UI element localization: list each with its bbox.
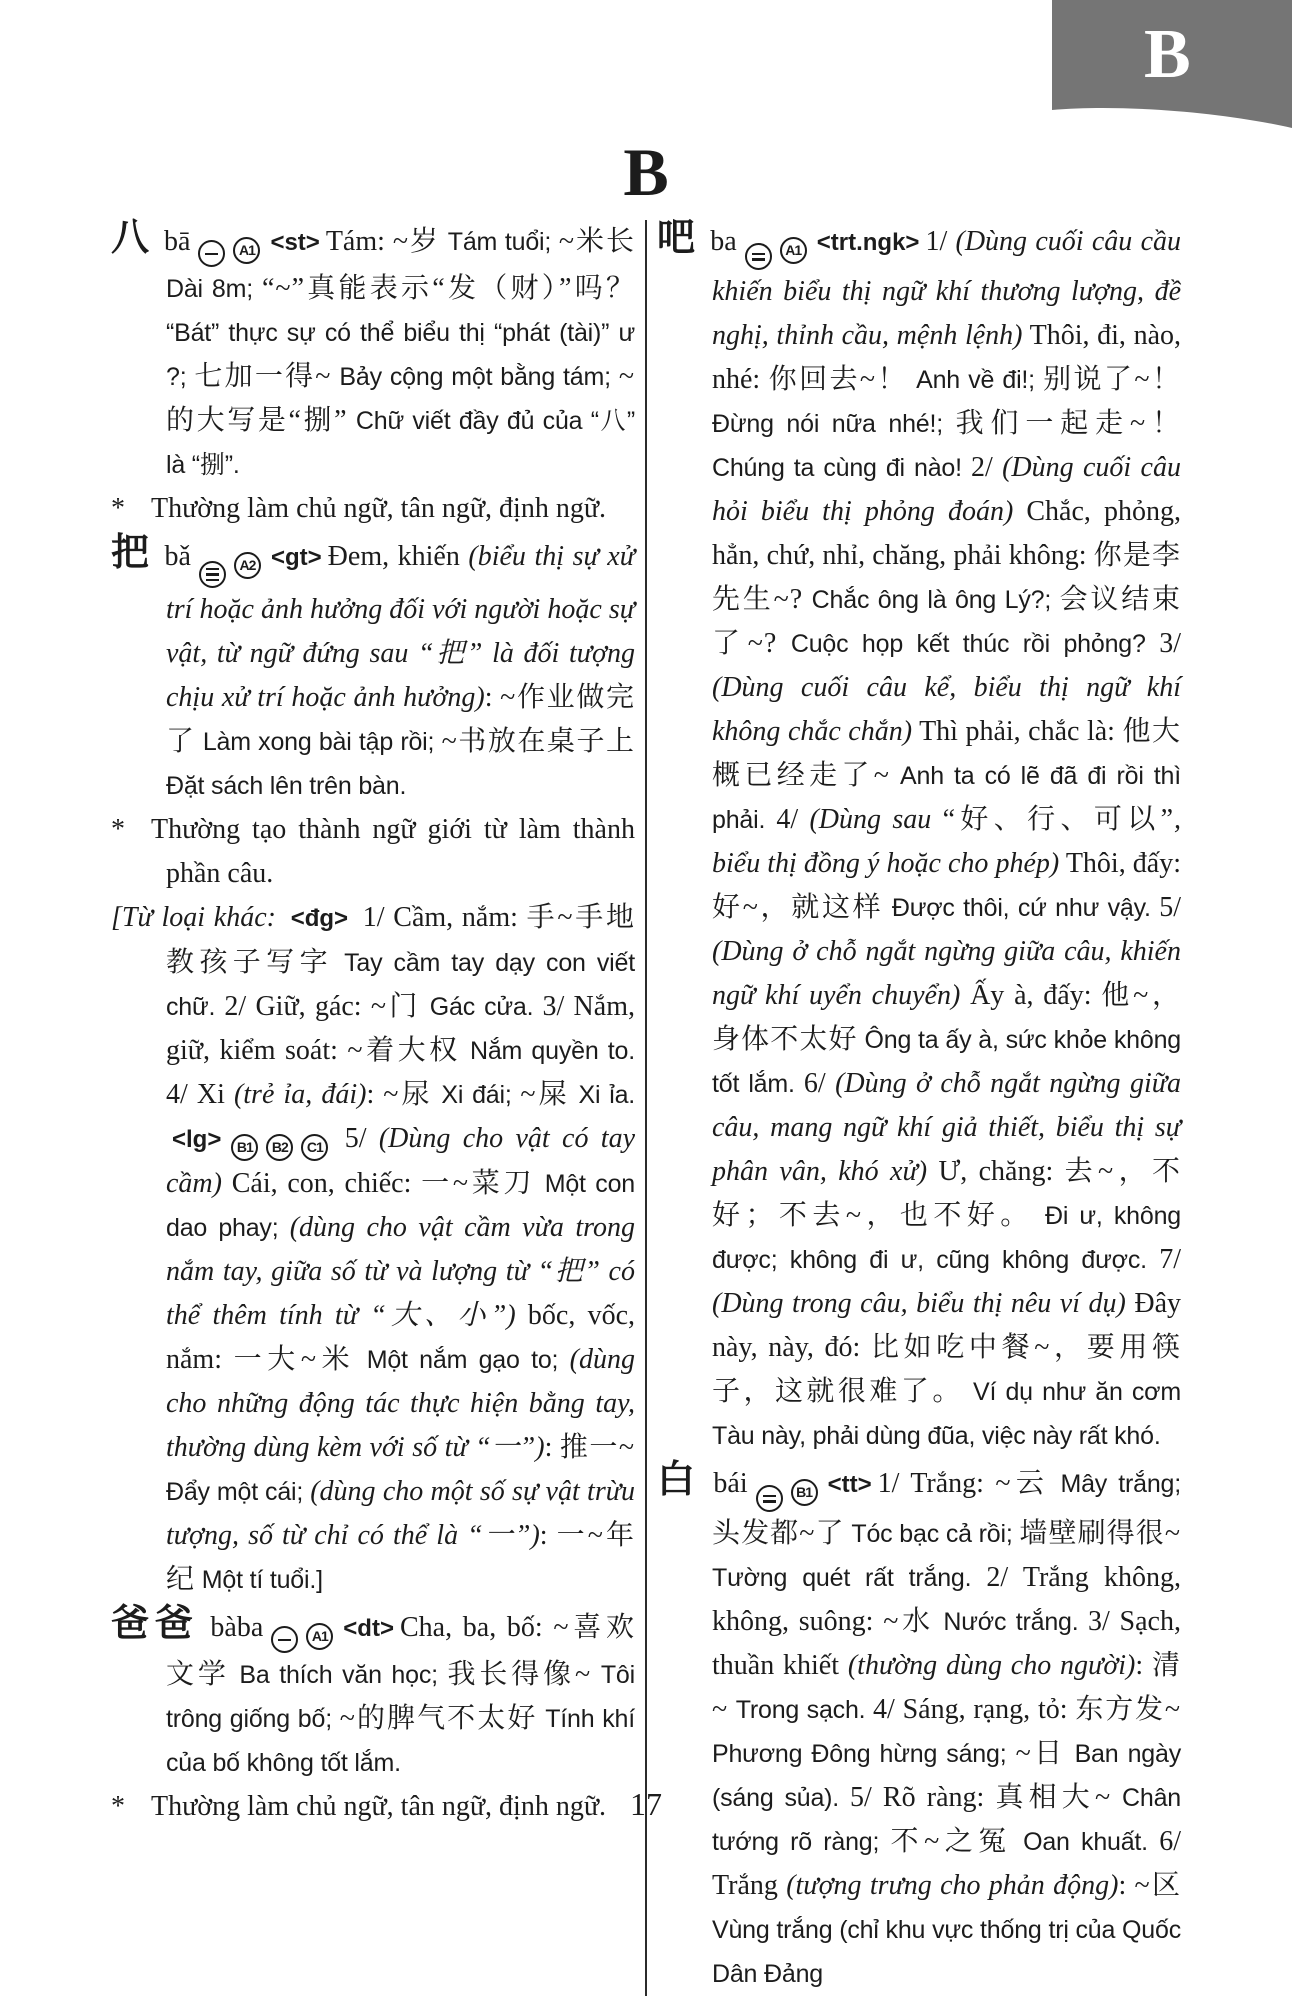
vietnamese-translation: Tường quét rất trắng. <box>712 1564 987 1592</box>
definition-text: 2/ Trắng không, không, suông: <box>712 1562 1181 1637</box>
circled-number-badge <box>199 561 226 588</box>
grammar-note: , biểu thị đồng ý hoặc cho phép) <box>712 804 1182 879</box>
chinese-example: ~水 <box>883 1606 934 1637</box>
pinyin: bái <box>713 1468 748 1499</box>
chinese-example: 别说了~！ <box>1043 364 1181 395</box>
vietnamese-translation: Một nắm gạo to; <box>355 1346 570 1374</box>
definition-text: : <box>544 1432 560 1463</box>
chinese-example: 他~，身体不太好 <box>712 980 1181 1055</box>
grammar-note: (Dùng cuối câu cầu khiến biểu thị ngữ khí thương lượng, đề nghị, thỉnh cầu, mệnh lệnh) <box>712 226 1181 351</box>
level-badge: B1 <box>231 1134 258 1161</box>
definition-text: Thường làm chủ ngữ, tân ngữ, định ngữ. <box>151 1791 607 1823</box>
chinese-example: ~尿 <box>383 1079 433 1110</box>
level-badge: A1 <box>306 1623 333 1650</box>
chinese-example: ~的大写是“捌” <box>166 361 635 437</box>
vietnamese-translation: Đừng nói nữa nhé!; <box>712 410 956 438</box>
chinese-example: 你是李先生~? <box>712 540 1181 615</box>
definition-text: Đem, khiến <box>327 541 469 573</box>
corner-tab-letter: B <box>1144 16 1191 93</box>
vietnamese-translation: Ông ta ấy à, sức khỏe không tốt lắm. <box>712 1026 1181 1098</box>
vietnamese-translation: Nắm quyền to. <box>460 1037 636 1065</box>
chinese-example: 一~菜刀 <box>421 1168 536 1199</box>
definition-text: Chắc, phỏng, hẳn, chứ, nhỉ, chăng, phải không: <box>712 496 1181 571</box>
vietnamese-translation: Nước trắng. <box>933 1608 1089 1636</box>
pinyin: bā <box>164 226 191 257</box>
vietnamese-translation: Vùng trắng (chỉ khu vực thống trị của Quốc Dân Đảng <box>712 1916 1181 1988</box>
definition-text: 5/ Rõ ràng: <box>849 1782 996 1813</box>
grammar-note: (Dùng trong câu, biểu thị nêu ví dụ) <box>712 1288 1126 1319</box>
circled-number-badge <box>745 243 772 270</box>
chinese-example: 好~，就这样 <box>712 892 884 923</box>
definition-text: 1/ <box>925 226 956 257</box>
chinese-example: “~”真能表示“发（财）”吗？ <box>262 273 635 305</box>
definition-text: 3/ Nắm, giữ, kiểm soát: <box>166 991 635 1066</box>
chinese-example: “好、行、可以” <box>942 804 1175 835</box>
level-badge: A2 <box>234 552 261 579</box>
pos-tag: <gt> <box>270 544 322 572</box>
pos-tag: <đg> <box>290 905 349 932</box>
vietnamese-translation: Một con dao phay; <box>166 1170 635 1242</box>
definition-text: 6/ Trắng <box>712 1826 1181 1901</box>
pinyin: bàba <box>210 1612 264 1643</box>
vietnamese-translation: Ví dụ như ăn cơm Tàu này, phải dùng đũa, việc này rất khó. <box>712 1378 1181 1450</box>
chinese-example: 你回去~！ <box>768 364 908 395</box>
definition-text: 1/ Cầm, nắm: <box>354 902 527 933</box>
grammar-note: [Từ loại khác: <box>111 902 285 933</box>
vietnamese-translation: Chân tướng rõ ràng; <box>712 1784 1181 1856</box>
chinese-example: 不~之冤 <box>890 1826 1012 1857</box>
pos-tag: <trt.ngk> <box>816 229 920 256</box>
column-divider <box>645 220 647 1996</box>
definition-text: 4/ Sáng, rạng, tỏ: <box>873 1694 1076 1725</box>
chinese-example: ~云 <box>995 1468 1050 1499</box>
grammar-note: (Dùng ở chỗ ngắt ngừng giữa câu, mang ngữ khí giả thiết, biểu thị sự phân vân, khó xử) <box>712 1068 1181 1187</box>
section-letter-heading: B <box>623 134 669 210</box>
vietnamese-translation: Cuộc họp kết thúc rồi phỏng? <box>777 630 1160 658</box>
circled-number-badge <box>198 240 225 267</box>
headword-hanzi: 吧 <box>657 217 699 259</box>
left-column <box>111 216 635 1996</box>
chinese-example: 我们一起走~！ <box>955 408 1181 439</box>
vietnamese-translation: Dài 8m; <box>166 275 262 304</box>
grammar-note: (biểu thị sự xử trí hoặc ảnh hưởng đối với người hoặc sự vật, từ ngữ đứng sau “把” là đối tượng chịu xử trí hoặc ảnh hưởng) <box>166 541 635 713</box>
pinyin: ba <box>710 226 737 257</box>
vietnamese-translation: Mây trắng; <box>1049 1470 1181 1498</box>
chinese-example: 他大概已经走了~ <box>712 716 1181 791</box>
definition-text: Thường tạo thành ngữ giới từ làm thành phần câu. <box>151 814 635 889</box>
vietnamese-translation: “Bát” thực sự có thể biểu thị “phát (tài)” ư ?; <box>166 319 635 392</box>
vietnamese-translation: Trong sạch. <box>728 1696 873 1724</box>
vietnamese-translation: Anh về đi!; <box>907 366 1044 394</box>
right-column <box>657 216 1181 1996</box>
grammar-note: (dùng cho vật cầm vừa trong nắm tay, giữa số từ và lượng từ “把” có thể thêm tính từ “大、小”) <box>166 1212 635 1331</box>
chinese-example: 东方发~ <box>1075 1694 1182 1725</box>
pos-tag: <lg> <box>172 1126 222 1153</box>
definition-text: 5/ <box>1159 892 1181 923</box>
vietnamese-translation: Đẩy một cái; <box>166 1478 311 1506</box>
vietnamese-translation: Ba thích văn học; <box>229 1661 448 1690</box>
definition-text: 1/ Trắng: <box>877 1468 996 1499</box>
chinese-example: ~的脾气不太好 <box>339 1703 538 1735</box>
note-asterisk: * <box>111 814 125 845</box>
grammar-note: (dùng cho một số sự vật trừu tượng, số từ chỉ có thể là “一”) <box>166 1476 635 1551</box>
chinese-example: 推一~ <box>559 1432 636 1463</box>
chinese-example: 真相大~ <box>995 1782 1112 1813</box>
pos-tag: <tt> <box>827 1471 872 1498</box>
chinese-example: ~喜欢文学 <box>166 1612 635 1691</box>
subentry <box>111 896 635 1602</box>
definition-text: Cha, ba, bố: <box>399 1612 554 1643</box>
chinese-example: 会议结束了~? <box>712 584 1181 659</box>
definition-text: 2/ Giữ, gác: <box>224 991 371 1022</box>
level-badge: B1 <box>791 1479 818 1506</box>
chinese-example: ~日 <box>1015 1738 1066 1769</box>
chinese-example: ~门 <box>370 991 421 1022</box>
usage-note <box>111 808 635 896</box>
definition-text: 7/ <box>1159 1244 1181 1275</box>
chinese-example: ~着大权 <box>347 1035 461 1066</box>
chinese-example: ~区 <box>1134 1870 1181 1901</box>
vietnamese-translation: Tôi trông giống bố; <box>166 1661 635 1734</box>
definition-text: 3/ Sạch, thuần khiết <box>712 1606 1181 1681</box>
chinese-example: 七加一得~ <box>194 361 332 393</box>
vietnamese-translation: Xi đái; <box>432 1081 521 1109</box>
chinese-example: 我长得像~ <box>447 1659 592 1691</box>
definition-text: Ấy à, đấy: <box>960 980 1102 1011</box>
chinese-example: ~米长 <box>558 226 635 257</box>
definition-text: 2/ <box>970 452 1003 483</box>
circled-number-badge <box>271 1626 298 1653</box>
definition-text: 6/ <box>803 1068 836 1099</box>
definition-text: : <box>539 1520 557 1551</box>
note-asterisk: * <box>111 1791 125 1823</box>
chinese-example: 一大~米 <box>233 1344 356 1375</box>
definition-text: Thường làm chủ ngữ, tân ngữ, định ngữ. <box>151 493 607 525</box>
chinese-example: ~作业做完了 <box>166 682 635 757</box>
definition-text: Thôi, đấy: <box>1059 848 1181 879</box>
chinese-example: ~岁 <box>392 226 441 257</box>
dictionary-entry <box>111 1602 635 1785</box>
vietnamese-translation: Gác cửa. <box>420 993 543 1021</box>
chinese-example: ~书放在桌子上 <box>441 726 635 757</box>
definition-text: Tám: <box>325 226 393 257</box>
grammar-note: (Dùng cuối câu hỏi biểu thị phỏng đoán) <box>712 452 1181 527</box>
vietnamese-translation: Tóc bạc cả rồi; <box>844 1520 1020 1548</box>
dictionary-entry <box>111 531 635 808</box>
grammar-note: (trẻ ỉa, đái) <box>233 1079 367 1110</box>
vietnamese-translation: Xi ỉa. <box>569 1081 636 1109</box>
level-badge: C1 <box>301 1134 328 1161</box>
note-asterisk: * <box>111 493 125 525</box>
definition-text: Ư, chăng: <box>927 1156 1065 1187</box>
definition-text: : <box>1118 1870 1135 1901</box>
corner-tab <box>1052 0 1292 134</box>
headword-hanzi: 白 <box>657 1459 702 1501</box>
vietnamese-translation: Oan khuất. <box>1011 1828 1160 1856</box>
definition-text: 5/ <box>332 1123 379 1154</box>
headword-hanzi: 把 <box>111 532 153 575</box>
vietnamese-translation: Bảy cộng một bằng tám; <box>331 363 619 392</box>
vietnamese-translation: Chúng ta cùng đi nào! <box>712 454 971 482</box>
pos-tag: <st> <box>270 229 320 256</box>
definition-text: : <box>484 682 501 713</box>
vietnamese-translation: Tay cầm tay dạy con viết chữ. <box>166 949 635 1021</box>
level-badge: A1 <box>233 237 260 264</box>
definition-text: 4/ <box>776 804 810 835</box>
dictionary-columns <box>111 216 1181 1996</box>
chinese-example: 头发都~了 <box>712 1518 845 1549</box>
chinese-example: 墙壁刷得很~ <box>1019 1518 1181 1549</box>
definition-text: : <box>366 1079 384 1110</box>
grammar-note: (Dùng cuối câu kể, biểu thị ngữ khí không chắc chắn) <box>712 672 1181 747</box>
definition-text: Đây này, này, đó: <box>712 1288 1181 1363</box>
grammar-note: (Dùng ở chỗ ngắt ngừng giữa câu, khiến ngữ khí uyển chuyển) <box>712 936 1181 1011</box>
grammar-note: (Dùng sau <box>809 804 943 835</box>
headword-hanzi: 爸爸 <box>111 1603 199 1645</box>
vietnamese-translation: Tính khí của bố không tốt lắm. <box>166 1705 635 1778</box>
dictionary-entry <box>111 216 635 487</box>
usage-note <box>111 487 635 531</box>
dictionary-entry <box>657 216 1181 1458</box>
definition-text: 3/ <box>1159 628 1181 659</box>
chinese-example: 比如吃中餐~，要用筷子，这就很难了。 <box>712 1332 1182 1407</box>
grammar-note: (tượng trưng cho phản động) <box>786 1870 1119 1901</box>
chinese-example: ~屎 <box>520 1079 570 1110</box>
pos-tag: <dt> <box>343 1615 394 1642</box>
grammar-note: (Dùng cho vật có tay cầm) <box>166 1123 635 1199</box>
grammar-note: (thường dùng cho người) <box>847 1650 1136 1681</box>
level-badge: B2 <box>266 1134 293 1161</box>
vietnamese-translation: Ban ngày (sáng sủa). <box>712 1740 1181 1812</box>
definition-text: bốc, vốc, nắm: <box>166 1300 635 1375</box>
vietnamese-translation: Làm xong bài tập rồi; <box>195 728 442 756</box>
vietnamese-translation: Tám tuổi; <box>440 228 559 256</box>
chinese-example: 一~年纪 <box>166 1520 635 1595</box>
vietnamese-translation: Phương Đông hừng sáng; <box>712 1740 1016 1768</box>
chinese-example: 清~ <box>712 1650 1181 1725</box>
chinese-example: 去~，不好；不去~，也不好。 <box>712 1156 1181 1231</box>
headword-hanzi: 八 <box>111 217 152 259</box>
definition-text: 4/ Xi <box>166 1079 234 1110</box>
definition-text: Cái, con, chiếc: <box>221 1168 422 1199</box>
grammar-note: (dùng cho những động tác thực hiện bằng tay, thường dùng kèm với số từ “一”) <box>166 1344 635 1463</box>
vietnamese-translation: Một tí tuổi.] <box>195 1566 323 1594</box>
dictionary-entry <box>657 1458 1181 1996</box>
definition-text: Thôi, đi, nào, nhé: <box>712 320 1181 395</box>
level-badge: A1 <box>780 237 807 264</box>
definition-text: Thì phải, chắc là: <box>912 716 1123 747</box>
vietnamese-translation: Chữ viết đầy đủ của “八” là “捌”. <box>166 407 636 480</box>
vietnamese-translation: Đi ư, không được; không đi ư, cũng không được. <box>712 1202 1181 1274</box>
pinyin: bǎ <box>164 541 191 573</box>
page-number: 17 <box>630 1786 662 1822</box>
chinese-example: 手~手地教孩子写字 <box>166 902 635 978</box>
vietnamese-translation: Đặt sách lên trên bàn. <box>166 772 407 800</box>
definition-text: : <box>1135 1650 1152 1681</box>
vietnamese-translation: Được thôi, cứ như vậy. <box>883 894 1160 922</box>
circled-number-badge <box>756 1485 783 1512</box>
vietnamese-translation: Chắc ông là ông Lý?; <box>803 586 1060 614</box>
vietnamese-translation: Anh ta có lẽ đã đi rồi thì phải. <box>712 762 1181 834</box>
